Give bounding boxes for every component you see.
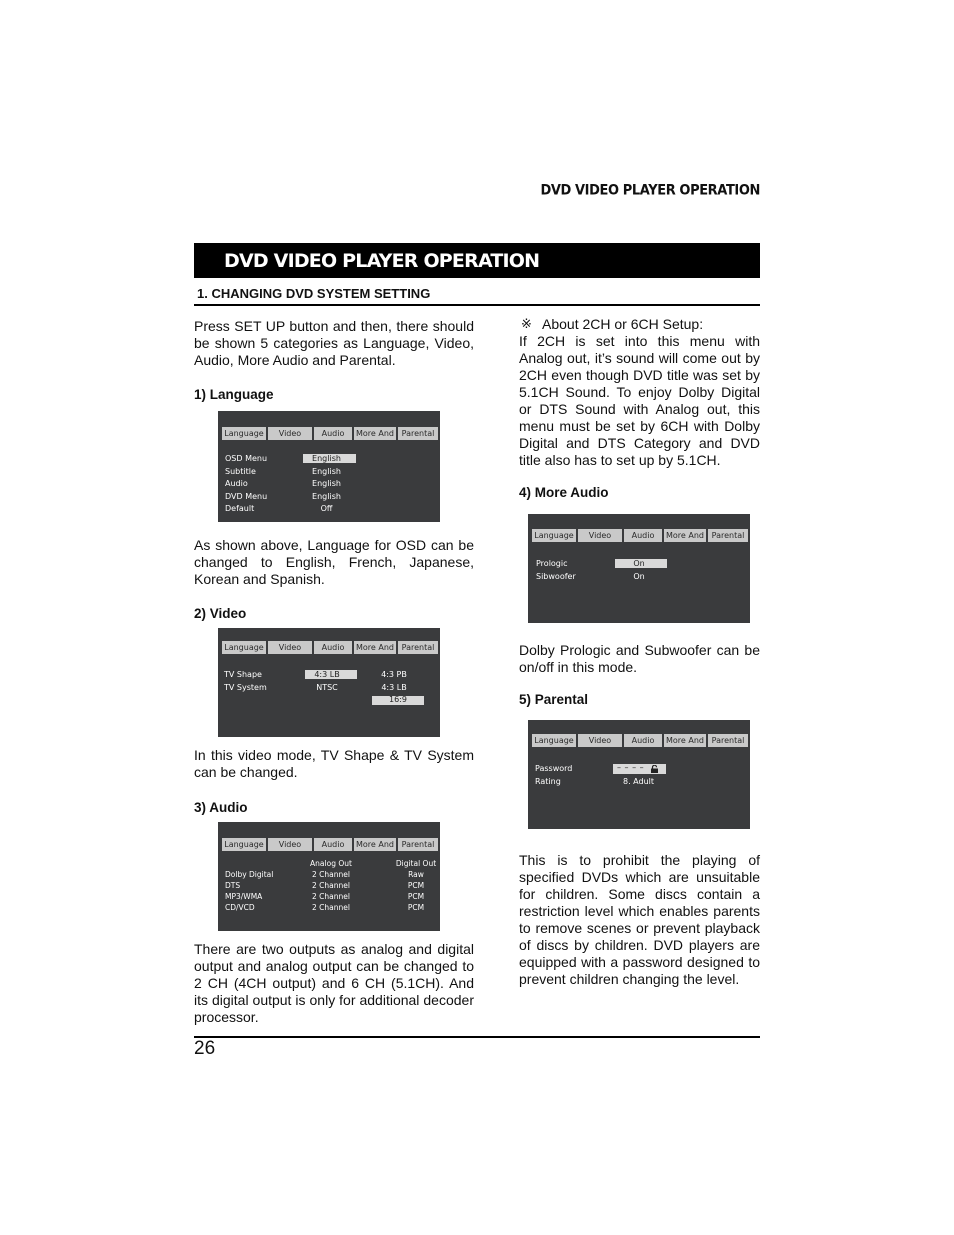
tab-more-audio[interactable]: More And xyxy=(356,840,394,849)
menu-tabs xyxy=(532,734,746,748)
parental-heading: 5) Parental xyxy=(519,692,589,707)
tab-video[interactable]: Video xyxy=(578,529,622,542)
subtitle-value[interactable]: English xyxy=(312,466,341,476)
more-audio-menu-panel xyxy=(528,514,750,623)
parental-caption: This is to prohibit the playing of specified DVDs which are unsuitable for children. Some discs contain a restriction level which enables parents to remove scenes or prevent playback of discs by children. DVD players are equipped with a password designed to prevent children changing the level. xyxy=(519,852,760,987)
audio-menu-panel xyxy=(218,822,440,931)
tab-video[interactable]: Video xyxy=(268,427,312,440)
tab-language[interactable]: Language xyxy=(222,838,266,851)
setting-label: Dolby Digital xyxy=(225,870,274,879)
setting-label: CD/VCD xyxy=(225,903,255,912)
video-menu-panel xyxy=(218,628,440,737)
tab-more-audio[interactable]: More And xyxy=(356,643,394,652)
note-heading: About 2CH or 6CH Setup: xyxy=(542,316,704,332)
language-menu-panel xyxy=(218,411,440,522)
tv-shape-option[interactable]: 16:9 xyxy=(389,695,407,704)
page-number: 26 xyxy=(194,1038,216,1059)
setting-label: TV Shape xyxy=(224,670,262,679)
note-mark: ※ xyxy=(521,316,532,331)
menu-tabs xyxy=(222,641,436,655)
setting-label: Password xyxy=(535,764,573,773)
section-heading: 1. CHANGING DVD SYSTEM SETTING xyxy=(197,286,431,301)
tv-shape-value[interactable]: 4:3 LB xyxy=(314,670,340,679)
tab-video[interactable]: Video xyxy=(268,641,312,654)
tab-language[interactable]: Language xyxy=(532,734,576,747)
running-header: DVD VIDEO PLAYER OPERATION xyxy=(540,182,760,199)
video-caption: In this video mode, TV Shape & TV System can be changed. xyxy=(194,747,474,780)
default-value[interactable]: Off xyxy=(320,504,333,513)
tv-shape-option[interactable]: 4:3 PB xyxy=(381,670,407,679)
osd-menu-value[interactable]: English xyxy=(312,454,341,463)
tab-audio[interactable]: Audio xyxy=(624,734,662,747)
setting-label: OSD Menu xyxy=(225,454,268,463)
tab-audio[interactable]: Audio xyxy=(314,838,352,851)
digital-out-header: Digital Out xyxy=(395,859,437,868)
more-audio-heading: 4) More Audio xyxy=(519,485,609,500)
tab-audio[interactable]: Audio xyxy=(314,641,352,654)
title-bar xyxy=(194,243,760,278)
lock-icon xyxy=(650,765,659,773)
analog-value[interactable]: 2 Channel xyxy=(312,903,350,912)
digital-value[interactable]: PCM xyxy=(407,892,425,901)
dvd-menu-value[interactable]: English xyxy=(312,491,341,501)
digital-value[interactable]: Raw xyxy=(408,870,424,879)
more-audio-caption: Dolby Prologic and Subwoofer can be on/off in this mode. xyxy=(519,642,760,675)
setting-label: Prologic xyxy=(536,559,568,568)
tab-language[interactable]: Language xyxy=(532,529,576,542)
rating-value[interactable]: 8. Adult xyxy=(623,776,655,786)
note-body: If 2CH is set into this menu with Analog out, it’s sound will come out by 2CH even though DVD title was set by 5.1CH Sound. To enjoy Dolby Digital or DTS Sound with Analog out, this menu must be set by 6CH with Dolby Digital and DTS Category and DVD title also has to set up by 5.1CH. xyxy=(519,333,760,468)
tab-parental[interactable]: Parental xyxy=(398,838,438,851)
analog-out-header: Analog Out xyxy=(310,859,352,868)
parental-menu-panel xyxy=(528,720,750,829)
tab-language[interactable]: Language xyxy=(222,641,266,654)
language-heading: 1) Language xyxy=(194,387,274,402)
password-value: – – – – xyxy=(617,763,645,772)
tab-parental[interactable]: Parental xyxy=(708,734,748,747)
analog-value[interactable]: 2 Channel xyxy=(312,881,350,890)
setting-label: Audio xyxy=(225,479,248,488)
tab-more-audio[interactable]: More And xyxy=(356,429,394,438)
setting-label: DTS xyxy=(225,881,241,890)
setting-label: MP3/WMA xyxy=(225,892,263,901)
setting-label: TV System xyxy=(224,682,267,692)
tab-audio[interactable]: Audio xyxy=(624,529,662,542)
setting-label: Subtitle xyxy=(225,466,256,476)
language-caption: As shown above, Language for OSD can be changed to English, French, Japanese, Korean and Spanish. xyxy=(194,537,474,587)
audio-caption: There are two outputs as analog and digital output and analog output can be changed to 2 CH (4CH output) and 6 CH (5.1CH). And its digital output is only for additional decoder processor. xyxy=(194,941,474,1025)
tv-shape-option[interactable]: 4:3 LB xyxy=(381,682,407,692)
menu-tabs xyxy=(532,529,746,543)
digital-value[interactable]: PCM xyxy=(407,881,425,890)
subwoofer-value[interactable]: On xyxy=(633,571,645,581)
page-title: DVD VIDEO PLAYER OPERATION xyxy=(224,250,540,272)
setting-label: DVD Menu xyxy=(225,491,268,501)
footer-rule xyxy=(194,1036,760,1038)
setting-label: Default xyxy=(225,504,255,513)
tab-parental[interactable]: Parental xyxy=(398,641,438,654)
tab-audio[interactable]: Audio xyxy=(314,427,352,440)
intro-paragraph: Press SET UP button and then, there should be shown 5 categories as Language, Video, Audio, More Audio and Parental. xyxy=(194,318,474,368)
tab-parental[interactable]: Parental xyxy=(398,427,438,440)
setting-label: Rating xyxy=(535,776,561,786)
digital-value[interactable]: PCM xyxy=(407,903,425,912)
analog-value[interactable]: 2 Channel xyxy=(312,870,350,879)
audio-language-value[interactable]: English xyxy=(312,479,341,488)
tab-language[interactable]: Language xyxy=(222,427,266,440)
setting-label: Sibwoofer xyxy=(536,571,576,581)
section-rule xyxy=(194,304,760,306)
tab-video[interactable]: Video xyxy=(578,734,622,747)
prologic-value[interactable]: On xyxy=(633,559,645,568)
menu-tabs xyxy=(222,427,436,441)
tab-more-audio[interactable]: More And xyxy=(666,736,704,745)
analog-value[interactable]: 2 Channel xyxy=(312,892,350,901)
tab-video[interactable]: Video xyxy=(268,838,312,851)
tab-more-audio[interactable]: More And xyxy=(666,531,704,540)
video-heading: 2) Video xyxy=(194,606,247,621)
tab-parental[interactable]: Parental xyxy=(708,529,748,542)
audio-heading: 3) Audio xyxy=(194,800,248,815)
menu-tabs xyxy=(222,838,436,852)
tv-system-value[interactable]: NTSC xyxy=(316,682,338,692)
